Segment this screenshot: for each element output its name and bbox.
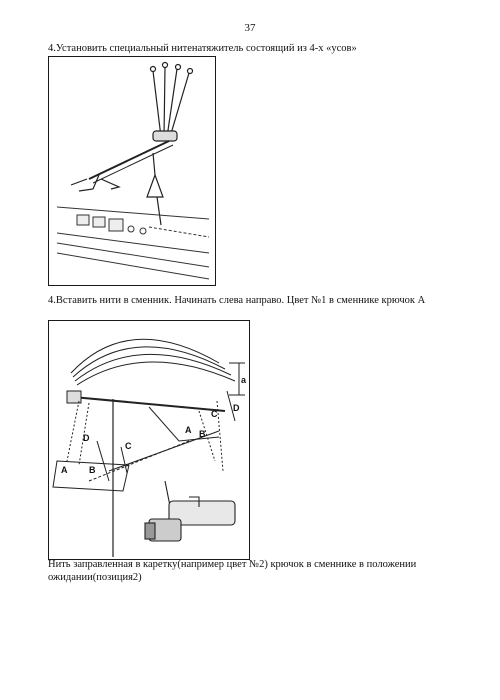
hook-label-a-left: A [61, 465, 68, 475]
hook-label-b-left: B [89, 465, 96, 475]
tensioner-drawing [49, 57, 215, 285]
dimension-label-a: a [241, 375, 247, 385]
step-caption-1: 4.Установить специальный нитенатяжитель состоящий из 4-х «усов» [48, 43, 357, 54]
hook-label-c-left: C [125, 441, 132, 451]
hook-label-c-right: C [211, 409, 218, 419]
step-caption-2: 4.Вставить нити в сменник. Начинать слева направо. Цвет №1 в сменнике крючок А [48, 295, 426, 306]
thread-changer-illustration [48, 320, 250, 560]
hook-label-d-left: D [83, 433, 90, 443]
hook-label-a-right: A [185, 425, 192, 435]
page-number: 37 [244, 22, 256, 34]
changer-drawing [49, 321, 249, 559]
tensioner-illustration [48, 56, 216, 286]
step-caption-3: Нить заправленная в каретку(например цвет №2) крючок в сменнике в положении ожидании(позиция2) [48, 559, 417, 583]
hook-label-b-right: B [199, 429, 206, 439]
hook-label-d-right: D [233, 403, 240, 413]
